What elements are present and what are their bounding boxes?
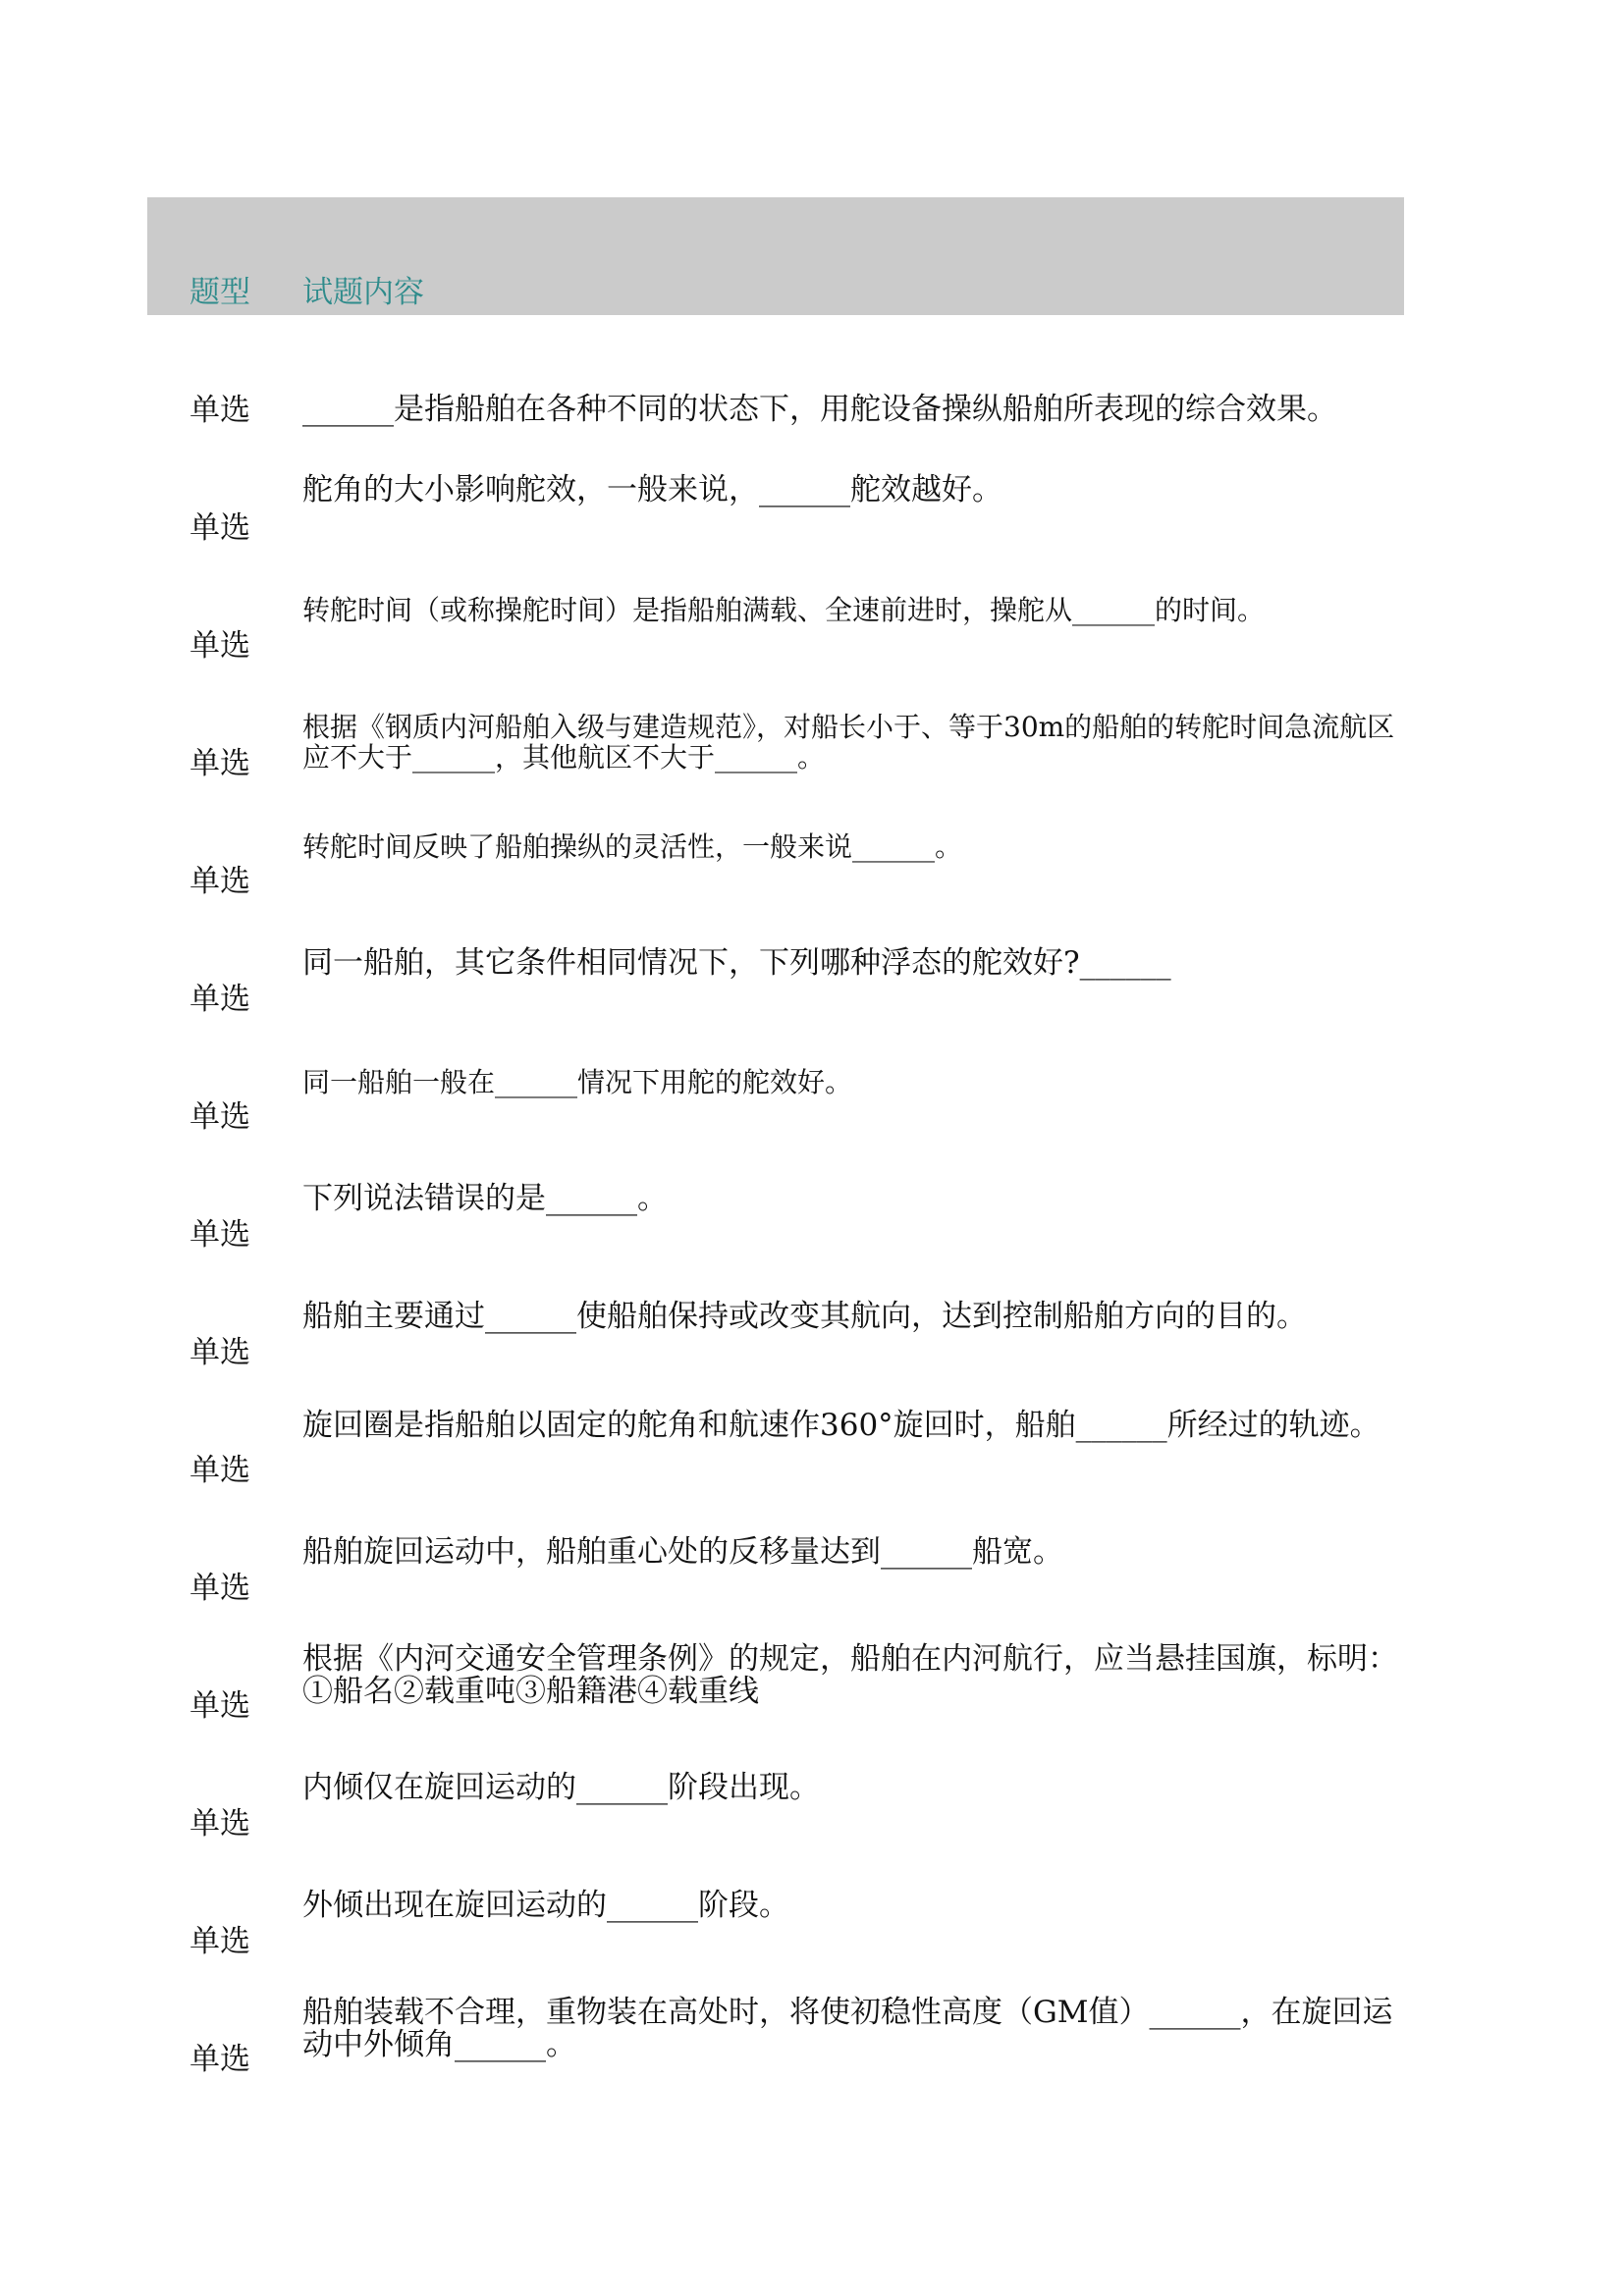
question-row	[0, 1408, 1624, 1531]
question-text: 下列说法错误的是______。	[302, 1181, 668, 1216]
column-header-type: 题型	[189, 275, 250, 310]
question-text: 旋回圈是指船舶以固定的舵角和航速作360°旋回时，船舶______所经过的轨迹。	[302, 1408, 1380, 1443]
question-type: 单选	[189, 1217, 250, 1253]
column-header-content: 试题内容	[302, 275, 424, 310]
question-row	[0, 1296, 1624, 1414]
question-type: 单选	[189, 1924, 250, 1959]
question-text: 船舶旋回运动中，船舶重心处的反移量达到______船宽。	[302, 1534, 1063, 1570]
question-row	[0, 942, 1624, 1060]
question-row	[0, 707, 1624, 825]
question-text: 外倾出现在旋回运动的______阶段。	[302, 1888, 789, 1923]
question-text: 转舵时间反映了船舶操纵的灵活性，一般来说______。	[302, 830, 963, 863]
question-type: 单选	[189, 2042, 250, 2077]
question-text: 内倾仅在旋回运动的______阶段出现。	[302, 1770, 820, 1805]
question-type: 单选	[189, 628, 250, 664]
question-row	[0, 1767, 1624, 1885]
question-row	[0, 825, 1624, 942]
question-type: 单选	[189, 1335, 250, 1370]
question-text: 根据《钢质内河船舶入级与建造规范》，对船长小于、等于30m的船舶的转舵时间急流航区应不大于______，其他航区不大于______。	[302, 711, 1395, 774]
question-row	[0, 1178, 1624, 1296]
question-row	[0, 1641, 1624, 1767]
question-type: 单选	[189, 393, 250, 428]
question-row	[0, 1060, 1624, 1178]
question-text: 转舵时间（或称操舵时间）是指船舶满载、全速前进时，操舵从______的时间。	[302, 594, 1266, 626]
question-type: 单选	[189, 1453, 250, 1488]
question-text: 根据《内河交通安全管理条例》的规定，船舶在内河航行，应当悬挂国旗，标明：①船名②载重吨③船籍港④载重线	[302, 1641, 1398, 1709]
question-row	[0, 353, 1624, 471]
question-text: 船舶主要通过______使船舶保持或改变其航向，达到控制船舶方向的目的。	[302, 1299, 1307, 1334]
question-row	[0, 1885, 1624, 2002]
question-type: 单选	[189, 1099, 250, 1135]
question-type: 单选	[189, 864, 250, 899]
question-text: 同一船舶，其它条件相同情况下，下列哪种浮态的舵效好?______	[302, 945, 1171, 981]
question-type: 单选	[189, 1688, 250, 1724]
question-text: 舵角的大小影响舵效，一般来说，______舵效越好。	[302, 472, 1002, 507]
question-type: 单选	[189, 1571, 250, 1606]
question-text: ______是指船舶在各种不同的状态下，用舵设备操纵船舶所表现的综合效果。	[302, 392, 1337, 427]
question-type: 单选	[189, 982, 250, 1017]
question-row	[0, 1995, 1624, 2120]
question-row	[0, 589, 1624, 707]
question-text: 船舶装载不合理，重物装在高处时，将使初稳性高度（GM值）______，在旋回运动中外倾角______。	[302, 1995, 1393, 2062]
question-row	[0, 1531, 1624, 1649]
question-type: 单选	[189, 1806, 250, 1842]
question-type: 单选	[189, 510, 250, 546]
question-row	[0, 471, 1624, 589]
question-text: 同一船舶一般在______情况下用舵的舵效好。	[302, 1066, 853, 1098]
question-type: 单选	[189, 746, 250, 781]
